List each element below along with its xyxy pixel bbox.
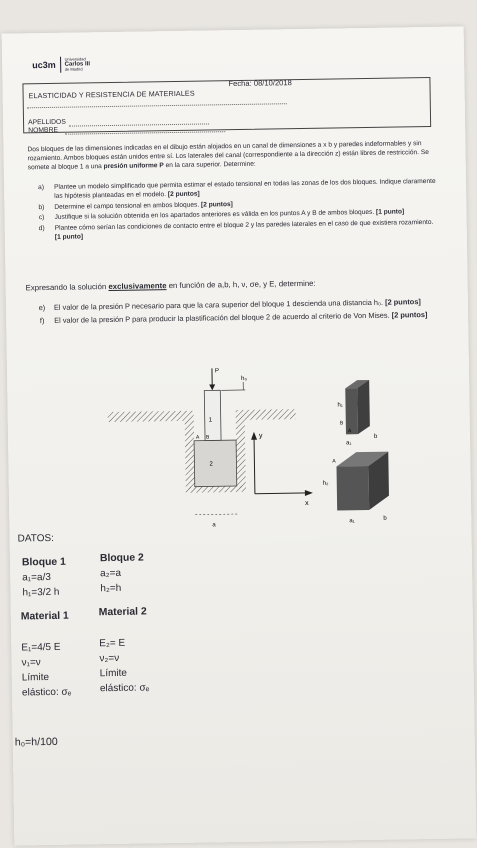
bloque1-a: a₁=a/3 — [22, 571, 51, 584]
material1-e: E₁=4/5 E — [21, 641, 61, 654]
expresando-post: en función de a,b, h, ν, σe, y E, determine: — [166, 278, 316, 291]
material2-limit-label: Límite — [99, 667, 128, 680]
label-point-a: A — [195, 434, 200, 441]
fecha-value: 08/10/2018 — [253, 78, 292, 88]
nombre-label: NOMBRE — [28, 126, 59, 135]
x-arrowhead — [305, 490, 313, 496]
logo-mark: uc3m — [32, 59, 56, 71]
material2-nu: ν₂=ν — [99, 652, 120, 665]
material2-column — [99, 604, 150, 696]
question-body: Plantee un modelo simplificado que permita estimar el estado tensional en todas las zonas de los dos bloques. Indique claramente las hipótesis planteadas en el modelo. — [54, 177, 436, 200]
logo-name: Carlos III — [64, 61, 91, 68]
problem-statement — [27, 139, 437, 173]
label-b-block2: b — [383, 515, 387, 522]
label-a-block2: A — [332, 458, 336, 465]
logo-text — [65, 57, 91, 72]
right-wall — [236, 409, 296, 420]
material2-e: E₂= E — [99, 637, 126, 650]
fecha-label: Fecha: — [228, 78, 252, 89]
question-d — [29, 219, 439, 243]
exam-sheet — [2, 26, 477, 845]
channel-right-wall — [236, 420, 246, 488]
question-label: c) — [38, 214, 45, 222]
question-text — [54, 310, 427, 326]
question-points: [1 punto] — [54, 233, 84, 241]
label-block-1: 1 — [208, 417, 213, 424]
question-list-1 — [28, 178, 439, 245]
question-text — [55, 219, 439, 243]
bloque1-h: h₁=3/2 h — [22, 586, 60, 599]
expresando-pre: Expresando la solución — [25, 282, 109, 293]
label-point-b: B — [205, 434, 210, 441]
bloque1-column — [22, 555, 67, 601]
question-body: El valor de la presión P necesario para que la cara superior del bloque 1 descienda una distancia h₀. — [53, 297, 384, 312]
label-h1: h₁ — [337, 402, 343, 409]
question-label: f) — [39, 316, 45, 326]
question-label: e) — [38, 303, 46, 313]
label-a-small: A — [347, 428, 352, 435]
question-f — [30, 310, 440, 327]
block2-front-face — [336, 466, 369, 510]
label-b: b — [373, 433, 378, 440]
material1-nu: ν₁=ν — [21, 657, 41, 669]
intro-text-2: en la cara superior. Determine: — [163, 161, 256, 170]
logo-divider — [60, 57, 61, 73]
material1-column — [21, 609, 72, 701]
question-points: [2 puntos] — [167, 190, 200, 198]
y-arrowhead — [251, 432, 257, 440]
question-body: Justifique si la solución obtenida en los apartados anteriores es válida en los puntos A y B de ambos bloques. — [54, 209, 375, 222]
label-h2: h₂ — [322, 480, 329, 487]
question-points: [2 puntos] — [391, 310, 428, 320]
x-axis — [255, 493, 309, 494]
datos-title: DATOS: — [17, 532, 54, 545]
question-points: [1 punto] — [375, 208, 405, 217]
logo-city: de Madrid — [64, 66, 83, 72]
pressure-arrowhead — [209, 384, 215, 390]
material2-limit-value: elástico: σₑ — [99, 682, 150, 695]
question-label: d) — [38, 225, 45, 233]
label-b-small: B — [339, 420, 344, 427]
bloque2-column — [100, 551, 145, 597]
question-body: El valor de la presión P para producir la plastificación del bloque 2 de acuerdo al criterio de Von Mises. — [54, 311, 390, 326]
expresando-bold: exclusivamente — [108, 281, 167, 292]
apellidos-label: APELLIDOS — [27, 118, 66, 127]
university-logo — [32, 56, 90, 73]
label-h0: h₀ — [241, 375, 247, 382]
block-3d-views — [317, 371, 410, 536]
intro-text-1: Dos bloques de las dimensiones indicadas en el dibujo están alojados en un canal de dimensiones a x b y paredes indeformables y sin rozamiento. Ambos bloques están unidos entre sí. Los laterales del canal (correspondiente a la dirección z) están libres de restricción. Se somete al bloque 1 a una — [27, 140, 429, 172]
intro-bold: presión uniforme P — [103, 162, 164, 171]
block-2 — [194, 440, 237, 487]
label-y: y — [258, 432, 263, 440]
bloque2-title: Bloque 2 — [99, 552, 144, 565]
expresando-line — [26, 277, 446, 293]
bloque2-h: h₂=h — [100, 582, 122, 595]
logo-university: Universidad — [64, 55, 86, 62]
material1-limit-label: Límite — [21, 672, 50, 684]
block1-side-face — [357, 380, 370, 434]
left-wall — [108, 411, 194, 422]
question-label: b) — [38, 203, 45, 211]
material1-limit-value: elástico: σₑ — [21, 686, 72, 699]
label-x: x — [305, 499, 309, 507]
label-a: a — [212, 522, 216, 529]
dimension-a — [195, 514, 237, 515]
course-title: ELASTICIDAD Y RESISTENCIA DE MATERIALES — [28, 88, 195, 101]
exam-date — [228, 78, 291, 88]
h0-value: h₀=h/100 — [14, 735, 58, 749]
material1-title: Material 1 — [20, 610, 69, 623]
material2-title: Material 2 — [98, 606, 147, 619]
y-axis — [254, 436, 255, 494]
bloque2-a: a₂=a — [100, 567, 122, 580]
question-body: Plantee cómo serían las condiciones de contacto entre el bloque 2 y las paredes laterales en el caso de que existiera rozamiento. — [54, 219, 434, 233]
label-p: P — [214, 368, 220, 375]
question-points: [2 puntos] — [200, 200, 233, 209]
question-label: a) — [38, 184, 45, 192]
label-block-2: 2 — [209, 461, 213, 468]
block-1 — [204, 390, 221, 440]
question-list-2 — [30, 297, 440, 330]
label-a1-block2: a₁ — [349, 518, 355, 525]
label-a1: a₁ — [346, 440, 352, 447]
question-body: Determine el campo tensional en ambos bloques. — [54, 201, 200, 211]
question-points: [2 puntos] — [385, 297, 421, 307]
bloque1-title: Bloque 1 — [21, 556, 66, 569]
channel-left-wall — [185, 421, 195, 489]
